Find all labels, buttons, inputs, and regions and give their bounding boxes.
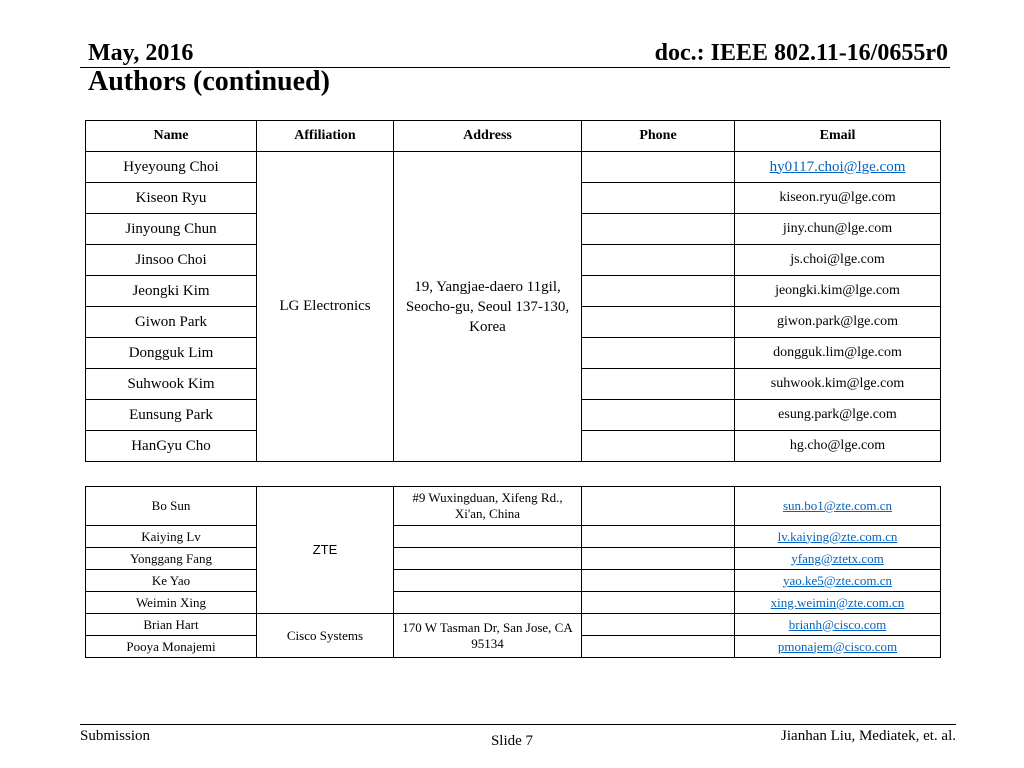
author-email — [735, 487, 941, 526]
address-zte: #9 Wuxingduan, Xifeng Rd., Xi'an, China — [394, 487, 582, 526]
author-address — [394, 592, 582, 614]
author-phone — [582, 570, 735, 592]
footer-slide-number: Slide 7 — [490, 733, 534, 749]
table-row — [86, 487, 941, 526]
author-name: Pooya Monajemi — [86, 636, 257, 658]
author-email: js.choi@lge.com — [735, 245, 941, 276]
author-phone — [582, 400, 735, 431]
author-email: suhwook.kim@lge.com — [735, 369, 941, 400]
author-email: esung.park@lge.com — [735, 400, 941, 431]
author-name: Bo Sun — [86, 487, 257, 526]
author-name: Dongguk Lim — [86, 338, 257, 369]
email-link[interactable]: lv.kaiying@zte.com.cn — [777, 528, 898, 544]
column-header-email: Email — [735, 121, 941, 152]
author-phone — [582, 338, 735, 369]
author-name: Eunsung Park — [86, 400, 257, 431]
email-link[interactable]: sun.bo1@zte.com.cn — [782, 498, 893, 513]
author-name: Kaiying Lv — [86, 526, 257, 548]
author-phone — [582, 307, 735, 338]
affiliation-lg: LG Electronics — [257, 152, 394, 462]
author-email — [735, 526, 941, 548]
column-header-address: Address — [394, 121, 582, 152]
author-name: Hyeyoung Choi — [86, 152, 257, 183]
author-name: Ke Yao — [86, 570, 257, 592]
author-address — [394, 526, 582, 548]
table-row — [86, 614, 941, 636]
author-email: hg.cho@lge.com — [735, 431, 941, 462]
column-header-phone: Phone — [582, 121, 735, 152]
author-name: HanGyu Cho — [86, 431, 257, 462]
author-email — [735, 614, 941, 636]
author-name: Kiseon Ryu — [86, 183, 257, 214]
table-row — [86, 548, 941, 570]
affiliation-cisco: Cisco Systems — [257, 614, 394, 658]
author-email: jeongki.kim@lge.com — [735, 276, 941, 307]
email-link[interactable]: brianh@cisco.com — [788, 616, 887, 632]
author-phone — [582, 214, 735, 245]
author-name: Brian Hart — [86, 614, 257, 636]
email-link[interactable]: hy0117.choi@lge.com — [769, 158, 906, 175]
footer-authors: Jianhan Liu, Mediatek, et. al. — [781, 728, 956, 744]
footer-submission: Submission — [80, 728, 151, 744]
table-row — [86, 570, 941, 592]
header-date: May, 2016 — [88, 40, 194, 66]
column-header-affiliation: Affiliation — [257, 121, 394, 152]
author-name: Jinsoo Choi — [86, 245, 257, 276]
author-name: Jinyoung Chun — [86, 214, 257, 245]
column-header-name: Name — [86, 121, 257, 152]
author-email — [735, 548, 941, 570]
table-row — [86, 526, 941, 548]
author-phone — [582, 245, 735, 276]
slide-title: Authors (continued) — [88, 66, 330, 97]
author-phone — [582, 636, 735, 658]
table-header-row — [86, 121, 941, 152]
author-name: Jeongki Kim — [86, 276, 257, 307]
author-phone — [582, 152, 735, 183]
author-phone — [582, 431, 735, 462]
author-name: Yonggang Fang — [86, 548, 257, 570]
author-email: giwon.park@lge.com — [735, 307, 941, 338]
author-name: Giwon Park — [86, 307, 257, 338]
author-address — [394, 570, 582, 592]
author-name: Weimin Xing — [86, 592, 257, 614]
author-email — [735, 152, 941, 183]
address-cisco: 170 W Tasman Dr, San Jose, CA 95134 — [394, 614, 582, 658]
email-link[interactable]: yfang@ztetx.com — [791, 550, 884, 566]
address-lg: 19, Yangjae-daero 11gil, Seocho-gu, Seoul 137-130, Korea — [394, 152, 582, 462]
table-row — [86, 152, 941, 183]
author-phone — [582, 487, 735, 526]
header-doc-number: doc.: IEEE 802.11-16/0655r0 — [654, 40, 948, 66]
author-phone — [582, 276, 735, 307]
author-name: Suhwook Kim — [86, 369, 257, 400]
author-email — [735, 636, 941, 658]
author-phone — [582, 526, 735, 548]
author-phone — [582, 369, 735, 400]
author-email: dongguk.lim@lge.com — [735, 338, 941, 369]
table-row — [86, 592, 941, 614]
author-email — [735, 592, 941, 614]
affiliation-zte: ZTE — [257, 487, 394, 614]
author-phone — [582, 614, 735, 636]
author-address — [394, 548, 582, 570]
email-link[interactable]: xing.weimin@zte.com.cn — [770, 594, 905, 610]
author-email: jiny.chun@lge.com — [735, 214, 941, 245]
author-phone — [582, 548, 735, 570]
author-phone — [582, 183, 735, 214]
footer-divider — [80, 724, 956, 725]
zte-cisco-authors-table — [85, 486, 941, 658]
lg-authors-table — [85, 120, 941, 462]
author-email: kiseon.ryu@lge.com — [735, 183, 941, 214]
author-phone — [582, 592, 735, 614]
author-email — [735, 570, 941, 592]
email-link[interactable]: pmonajem@cisco.com — [777, 638, 898, 654]
email-link[interactable]: yao.ke5@zte.com.cn — [782, 572, 893, 588]
